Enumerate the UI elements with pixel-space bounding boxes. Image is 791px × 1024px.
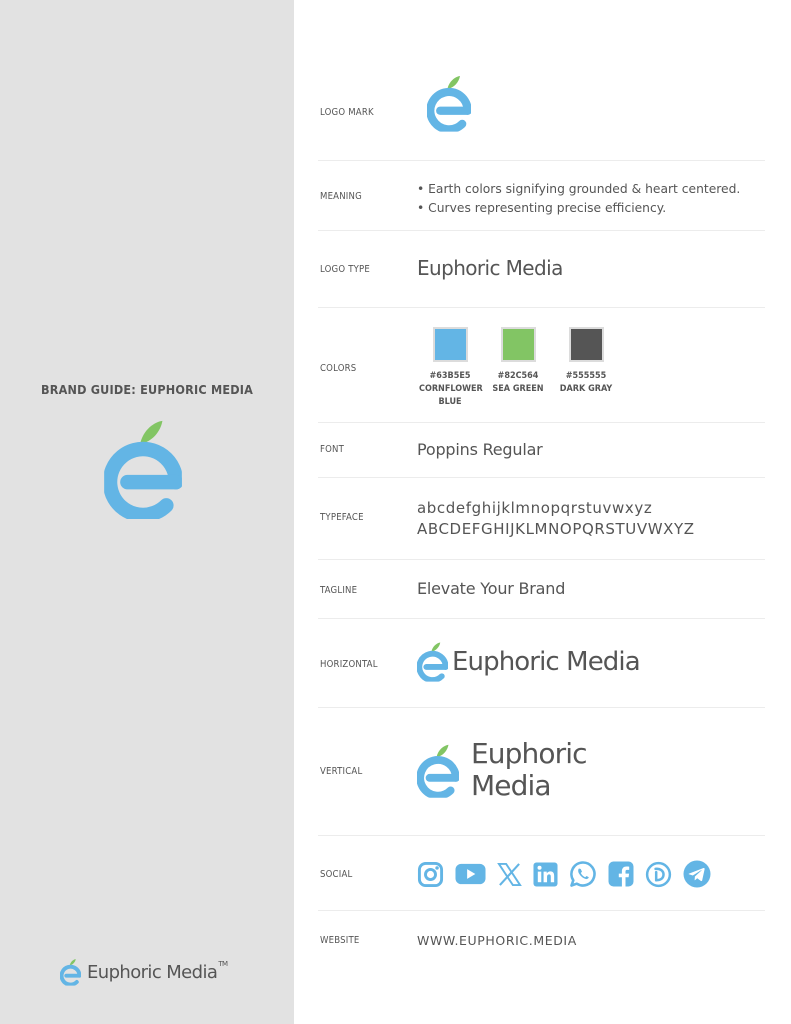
row-horizontal xyxy=(318,619,765,708)
facebook-icon[interactable] xyxy=(608,861,634,887)
logo-mark-small xyxy=(60,958,81,986)
label-social: SOCIAL xyxy=(320,869,353,880)
label-typeface: TYPEFACE xyxy=(320,512,364,523)
logo-mark xyxy=(427,74,471,132)
swatch-dark-gray xyxy=(552,327,620,409)
meaning-bullet: • Curves representing precise efficiency. xyxy=(417,201,667,215)
label-horizontal: HORIZONTAL xyxy=(320,659,378,670)
row-meaning xyxy=(318,161,765,231)
swatch-hex: #63B5E5 xyxy=(429,371,471,381)
whatsapp-icon[interactable] xyxy=(569,860,597,888)
youtube-icon[interactable] xyxy=(455,862,486,886)
vertical-wordmark-line: Euphoric xyxy=(471,737,587,770)
swatch-hex: #82C564 xyxy=(497,371,539,381)
swatch-cornflower-blue xyxy=(416,327,484,409)
social-icons xyxy=(417,860,711,888)
instagram-icon[interactable] xyxy=(417,861,444,888)
typeface-uppercase: ABCDEFGHIJKLMNOPQRSTUVWXYZ xyxy=(417,520,695,538)
label-font: FONT xyxy=(320,444,345,455)
swatch-box xyxy=(433,327,468,362)
swatch-hex: #555555 xyxy=(565,371,607,381)
linkedin-icon[interactable] xyxy=(533,862,558,887)
swatch-box xyxy=(569,327,604,362)
row-social xyxy=(318,836,765,911)
label-vertical: VERTICAL xyxy=(320,766,363,777)
meaning-bullet: • Earth colors signifying grounded & heart centered. xyxy=(417,182,741,196)
row-font xyxy=(318,423,765,478)
typeface-lowercase: abcdefghijklmnopqrstuvwxyz xyxy=(417,499,653,517)
row-logo-mark xyxy=(318,66,765,161)
swatch-box xyxy=(501,327,536,362)
row-tagline xyxy=(318,560,765,619)
brand-guide-title: BRAND GUIDE: EUPHORIC MEDIA xyxy=(40,382,254,397)
row-typeface xyxy=(318,478,765,560)
label-logo-mark: LOGO MARK xyxy=(320,107,374,118)
row-website xyxy=(318,911,765,971)
typeface-sample xyxy=(417,498,695,540)
tagline-value: Elevate Your Brand xyxy=(417,579,566,598)
logo-mark-vertical xyxy=(417,742,459,799)
disney-plus-icon[interactable] xyxy=(645,861,672,888)
website-link[interactable]: WWW.EUPHORIC.MEDIA xyxy=(417,933,577,948)
label-website: WEBSITE xyxy=(320,935,360,946)
logo-type-value: Euphoric Media xyxy=(417,256,563,280)
x-icon[interactable] xyxy=(497,862,522,887)
color-swatches xyxy=(416,327,620,409)
vertical-wordmark-line: Media xyxy=(471,769,551,802)
footer-logo xyxy=(60,958,227,986)
swatch-name: DARK GRAY xyxy=(559,384,613,394)
footer-wordmark xyxy=(87,959,228,983)
logo-mark-large xyxy=(104,418,182,519)
row-logo-type xyxy=(318,231,765,308)
swatch-sea-green xyxy=(484,327,552,409)
row-vertical xyxy=(318,708,765,836)
guide-content xyxy=(294,0,791,1024)
font-value: Poppins Regular xyxy=(417,440,543,459)
swatch-name: SEA GREEN xyxy=(492,384,544,394)
sidebar xyxy=(0,0,294,1024)
vertical-logo xyxy=(417,738,587,802)
label-colors: COLORS xyxy=(320,363,357,374)
horizontal-wordmark: Euphoric Media xyxy=(452,646,640,677)
trademark: TM xyxy=(218,959,228,968)
label-logo-type: LOGO TYPE xyxy=(320,264,371,275)
meaning-bullets xyxy=(417,180,740,218)
vertical-wordmark xyxy=(471,738,587,802)
horizontal-logo xyxy=(417,641,640,682)
label-meaning: MEANING xyxy=(320,191,362,202)
logo-mark-horizontal xyxy=(417,641,448,682)
swatch-name: CORNFLOWER BLUE xyxy=(419,384,483,407)
footer-wordmark-text: Euphoric Media xyxy=(87,961,218,983)
label-tagline: TAGLINE xyxy=(320,585,358,596)
telegram-icon[interactable] xyxy=(683,860,711,888)
row-colors xyxy=(318,308,765,423)
